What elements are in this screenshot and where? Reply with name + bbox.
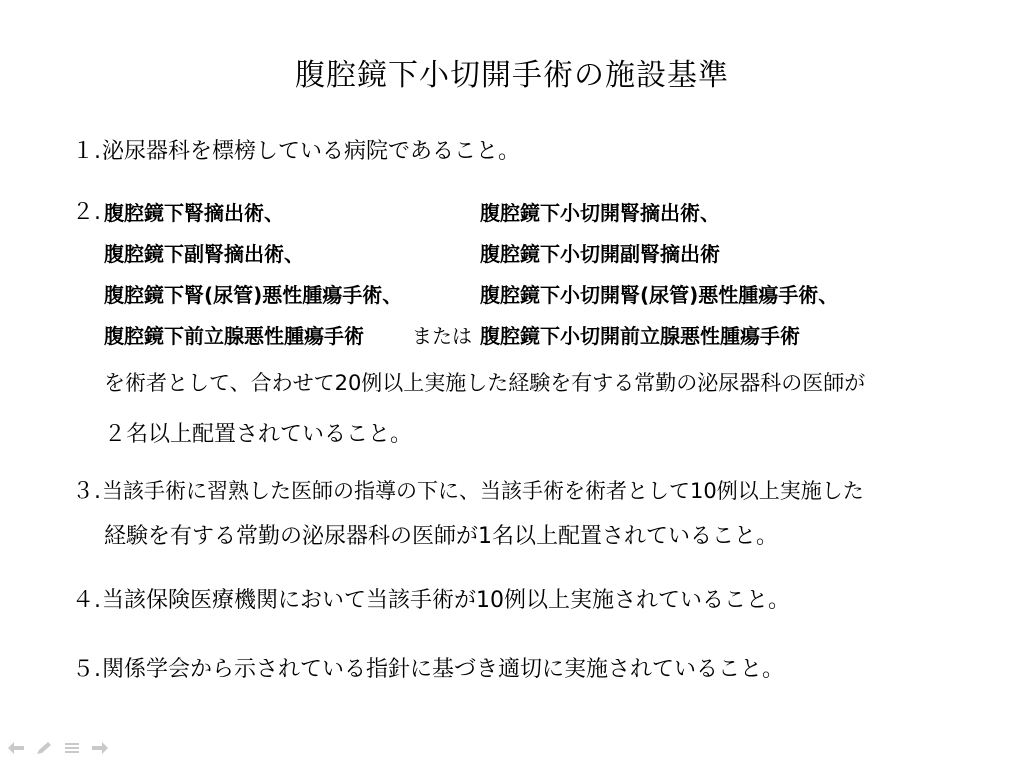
- item-4-number: ４.: [72, 588, 101, 613]
- item-3: [72, 476, 864, 507]
- item-2-right-procedure: 腹腔鏡下小切開副腎摘出術: [480, 242, 720, 266]
- arrow-right-icon: [91, 741, 109, 755]
- item-2-text-line-1: を術者として、合わせて20例以上実施した経験を有する常勤の泌尿器科の医師が: [104, 371, 866, 395]
- slide-title: 腹腔鏡下小切開手術の施設基準: [295, 58, 729, 93]
- item-1-text: 泌尿器科を標榜している病院であること。: [102, 139, 521, 164]
- item-3-number: ３.: [72, 479, 101, 504]
- item-2-text-line-2: ２名以上配置されていること。: [104, 422, 413, 447]
- item-4: [72, 586, 790, 616]
- item-2-left-procedure: 腹腔鏡下腎摘出術、: [104, 201, 284, 225]
- item-3-text-line-1: 当該手術に習熟した医師の指導の下に、当該手術を術者として10例以上実施した: [102, 479, 864, 503]
- item-2-right-procedure: 腹腔鏡下小切開腎摘出術、: [480, 201, 720, 225]
- item-2-left-procedure: 腹腔鏡下腎(尿管)悪性腫瘍手術、: [104, 283, 403, 307]
- prev-slide-button[interactable]: [6, 740, 26, 756]
- item-2-connector: または: [412, 324, 472, 348]
- pen-icon: [35, 741, 53, 755]
- item-2-number: ２.: [72, 200, 101, 225]
- item-3-text-line-2: 経験を有する常勤の泌尿器科の医師が1名以上配置されていること。: [104, 524, 778, 549]
- item-2-left-procedure: 腹腔鏡下前立腺悪性腫瘍手術: [104, 324, 364, 348]
- item-4-text: 当該保険医療機関において当該手術が10例以上実施されていること。: [102, 588, 790, 613]
- item-5-number: ５.: [72, 657, 101, 682]
- slide-menu-button[interactable]: [62, 740, 82, 756]
- item-2-left-procedure: 腹腔鏡下副腎摘出術、: [104, 242, 304, 266]
- arrow-left-icon: [7, 741, 25, 755]
- next-slide-button[interactable]: [90, 740, 110, 756]
- pen-tool-button[interactable]: [34, 740, 54, 756]
- item-5: [72, 655, 784, 685]
- item-5-text: 関係学会から示されている指針に基づき適切に実施されていること。: [102, 657, 785, 682]
- slide-nav-controls: [6, 738, 110, 758]
- menu-icon: [63, 741, 81, 755]
- item-2-right-procedure: 腹腔鏡下小切開前立腺悪性腫瘍手術: [480, 324, 800, 348]
- item-1-number: １.: [72, 139, 101, 164]
- item-2-right-procedure: 腹腔鏡下小切開腎(尿管)悪性腫瘍手術、: [480, 283, 839, 307]
- item-1: [72, 137, 520, 167]
